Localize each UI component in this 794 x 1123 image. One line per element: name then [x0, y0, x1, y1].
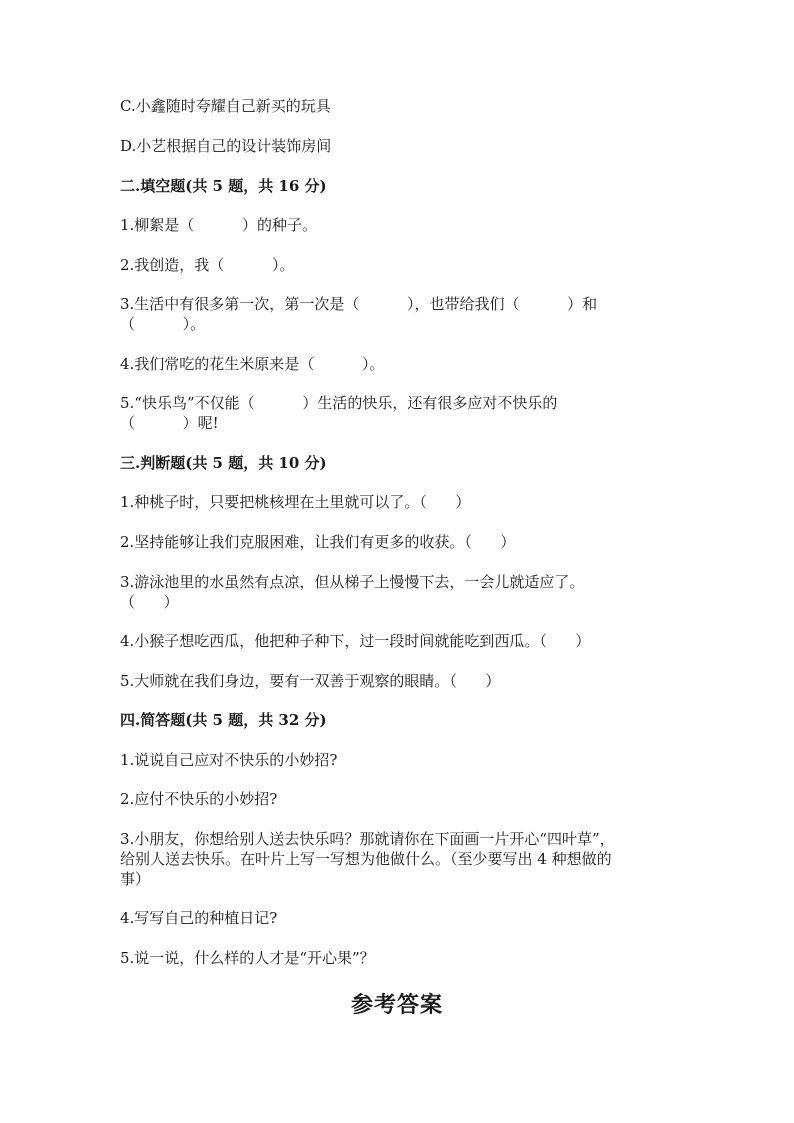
judge-q5: 5.大师就在我们身边，要有一双善于观察的眼睛。（ ）: [120, 672, 501, 690]
fill-q1: 1.柳絮是（ ）的种子。: [120, 216, 317, 234]
section3-heading: 三.判断题(共 5 题，共 10 分): [120, 454, 327, 472]
fill-q3-line2: （ ）。: [120, 315, 206, 333]
fill-q5-line2: （ ）呢!: [120, 414, 219, 432]
short-q3-line3: 事）: [120, 870, 151, 888]
short-q3-line1: 3.小朋友，你想给别人送去快乐吗？那就请你在下面画一片开心“四叶草”，: [120, 830, 615, 848]
fill-q2: 2.我创造，我（ ）。: [120, 256, 295, 274]
short-q2: 2.应付不快乐的小妙招?: [120, 790, 278, 808]
judge-q2: 2.坚持能够让我们克服困难，让我们有更多的收获。（ ）: [120, 533, 516, 551]
short-q4: 4.写写自己的种植日记?: [120, 909, 278, 927]
short-q1: 1.说说自己应对不快乐的小妙招?: [120, 751, 338, 769]
section4-heading: 四.简答题(共 5 题，共 32 分): [120, 711, 327, 729]
judge-q4: 4.小猴子想吃西瓜，他把种子种下，过一段时间就能吃到西瓜。（ ）: [120, 632, 591, 650]
judge-q1: 1.种桃子时，只要把桃核埋在土里就可以了。（ ）: [120, 493, 471, 511]
option-c: C.小鑫随时夸耀自己新买的玩具: [120, 97, 331, 115]
fill-q3-line1: 3.生活中有很多第一次，第一次是（ ），也带给我们（ ）和: [120, 295, 598, 313]
option-d: D.小艺根据自己的设计装饰房间: [120, 137, 332, 155]
judge-q3-line2: （ ）: [120, 593, 179, 611]
section2-heading: 二.填空题(共 5 题，共 16 分): [120, 177, 327, 195]
short-q3-line2: 给别人送去快乐。在叶片上写一写想为他做什么。（至少要写出 4 种想做的: [120, 850, 612, 868]
short-q5: 5.说一说，什么样的人才是“开心果”？: [120, 949, 375, 967]
fill-q4: 4.我们常吃的花生米原来是（ ）。: [120, 355, 385, 373]
answer-title: 参考答案: [350, 992, 443, 1018]
judge-q3-line1: 3.游泳池里的水虽然有点凉，但从梯子上慢慢下去，一会儿就适应了。: [120, 573, 585, 591]
fill-q5-line1: 5.“快乐鸟”不仅能（ ）生活的快乐，还有很多应对不快乐的: [120, 394, 558, 412]
